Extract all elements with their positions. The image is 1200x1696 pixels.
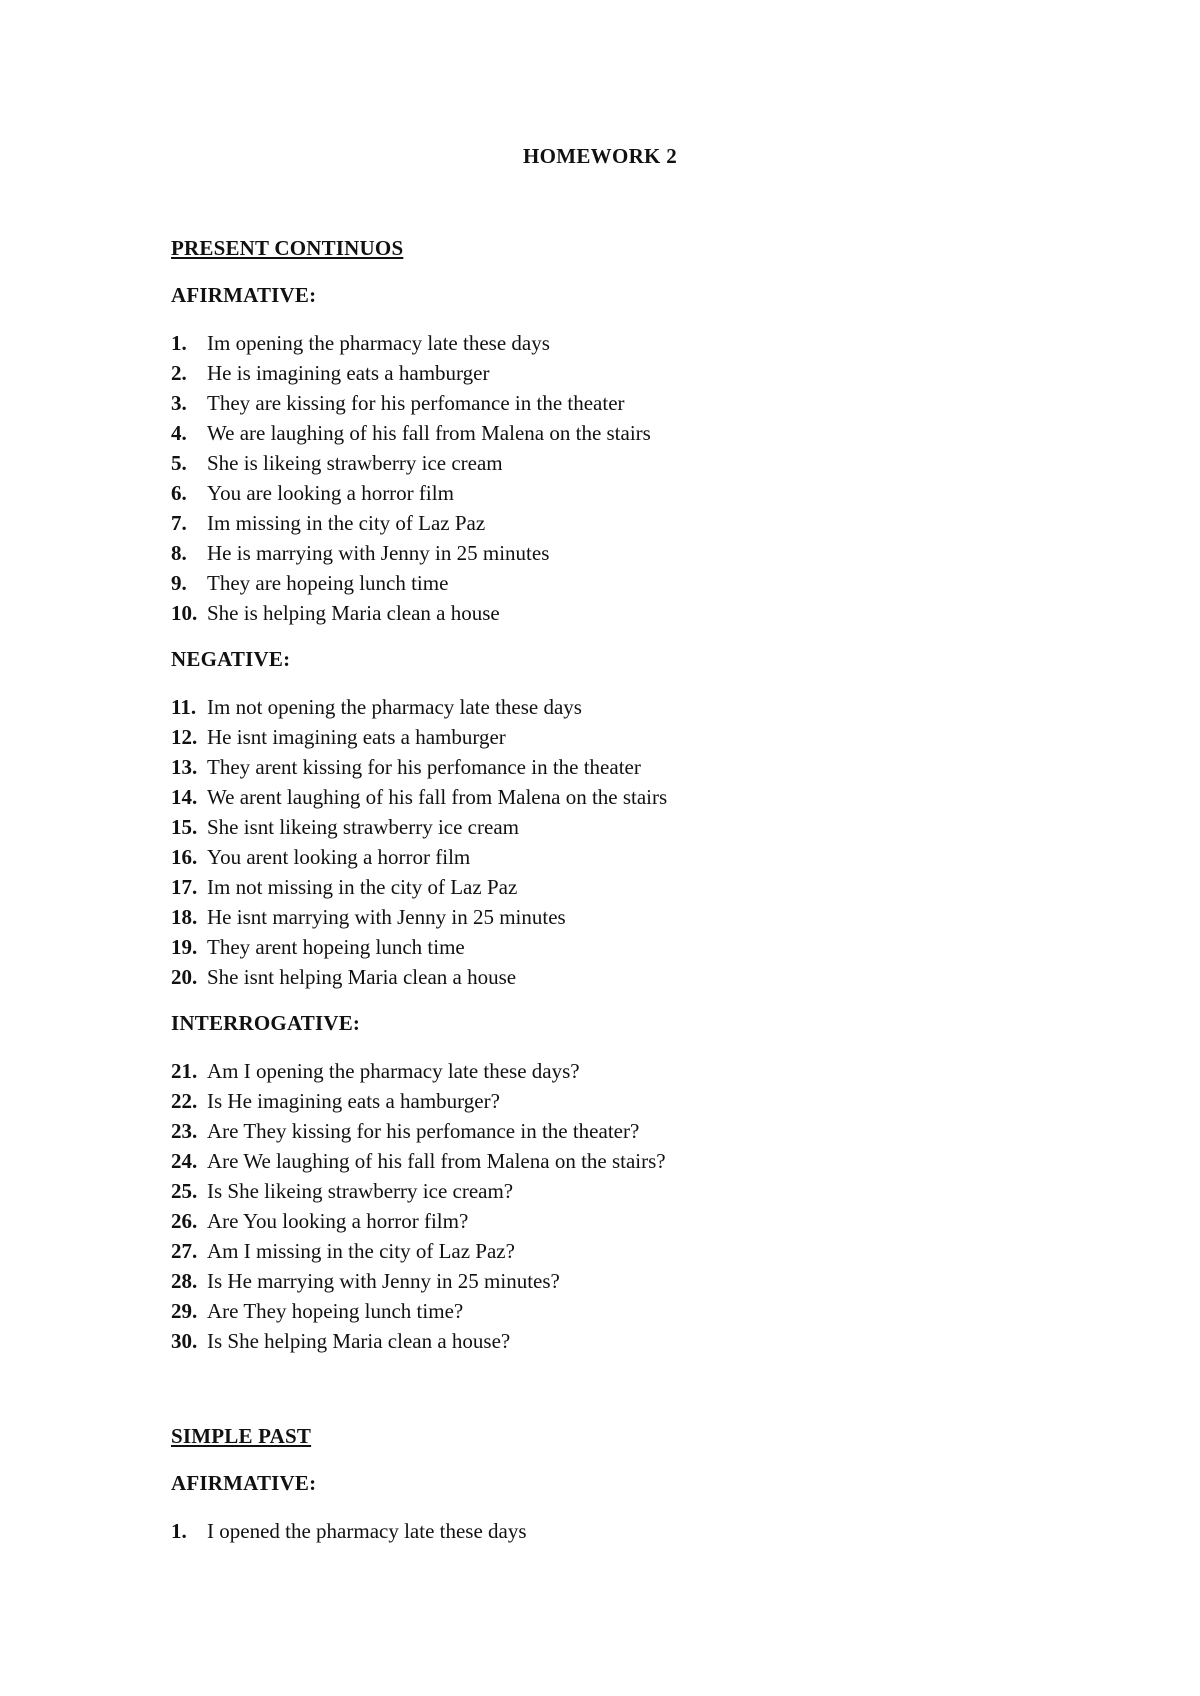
item-number: 5. bbox=[171, 451, 187, 475]
item-text: He isnt marrying with Jenny in 25 minutes bbox=[207, 905, 566, 929]
list-item bbox=[171, 752, 667, 782]
group-label-negative: NEGATIVE: bbox=[171, 647, 291, 671]
item-text: Am I opening the pharmacy late these days? bbox=[207, 1059, 580, 1083]
item-number: 30. bbox=[171, 1329, 198, 1353]
item-number: 26. bbox=[171, 1209, 198, 1233]
list-item bbox=[171, 782, 667, 812]
negative-list bbox=[171, 692, 667, 992]
group-label-affirmative: AFIRMATIVE: bbox=[171, 283, 317, 307]
item-text: Is She likeing strawberry ice cream? bbox=[207, 1179, 514, 1203]
item-text: He isnt imagining eats a hamburger bbox=[207, 725, 506, 749]
affirmative-list bbox=[171, 328, 651, 628]
item-number: 10. bbox=[171, 601, 198, 625]
item-number: 2. bbox=[171, 361, 187, 385]
list-item bbox=[171, 388, 651, 418]
item-text: Im opening the pharmacy late these days bbox=[207, 331, 550, 355]
list-item bbox=[171, 1516, 527, 1546]
list-item bbox=[171, 448, 651, 478]
item-number: 22. bbox=[171, 1089, 198, 1113]
item-text: Am I missing in the city of Laz Paz? bbox=[207, 1239, 515, 1263]
item-text: We arent laughing of his fall from Malena on the stairs bbox=[207, 785, 668, 809]
list-item bbox=[171, 842, 667, 872]
item-number: 14. bbox=[171, 785, 198, 809]
item-number: 19. bbox=[171, 935, 198, 959]
list-item bbox=[171, 902, 667, 932]
item-number: 6. bbox=[171, 481, 187, 505]
item-number: 1. bbox=[171, 331, 187, 355]
item-number: 18. bbox=[171, 905, 198, 929]
list-item bbox=[171, 812, 667, 842]
item-number: 23. bbox=[171, 1119, 198, 1143]
item-number: 12. bbox=[171, 725, 198, 749]
list-item bbox=[171, 1326, 666, 1356]
item-text: She isnt helping Maria clean a house bbox=[207, 965, 517, 989]
list-item bbox=[171, 1146, 666, 1176]
item-number: 28. bbox=[171, 1269, 198, 1293]
list-item bbox=[171, 872, 667, 902]
list-item bbox=[171, 692, 667, 722]
list-item bbox=[171, 1086, 666, 1116]
section-heading-simple-past: SIMPLE PAST bbox=[171, 1424, 312, 1448]
item-text: She is helping Maria clean a house bbox=[207, 601, 500, 625]
list-item bbox=[171, 932, 667, 962]
item-text: I opened the pharmacy late these days bbox=[207, 1519, 527, 1543]
document-title: HOMEWORK 2 bbox=[522, 144, 678, 168]
item-number: 29. bbox=[171, 1299, 198, 1323]
item-number: 11. bbox=[171, 695, 197, 719]
item-number: 8. bbox=[171, 541, 187, 565]
item-text: Are You looking a horror film? bbox=[207, 1209, 469, 1233]
item-number: 9. bbox=[171, 571, 187, 595]
list-item bbox=[171, 1116, 666, 1146]
item-number: 16. bbox=[171, 845, 198, 869]
list-item bbox=[171, 568, 651, 598]
list-item bbox=[171, 1206, 666, 1236]
section-heading-present-continuous: PRESENT CONTINUOS bbox=[171, 236, 404, 260]
item-number: 25. bbox=[171, 1179, 198, 1203]
item-text: Is She helping Maria clean a house? bbox=[207, 1329, 511, 1353]
list-item bbox=[171, 1056, 666, 1086]
item-text: They arent kissing for his perfomance in the theater bbox=[207, 755, 641, 779]
list-item bbox=[171, 1236, 666, 1266]
item-text: They are kissing for his perfomance in the theater bbox=[207, 391, 625, 415]
item-number: 4. bbox=[171, 421, 187, 445]
item-number: 20. bbox=[171, 965, 198, 989]
item-number: 3. bbox=[171, 391, 187, 415]
list-item bbox=[171, 478, 651, 508]
item-text: They arent hopeing lunch time bbox=[207, 935, 465, 959]
item-text: Are They kissing for his perfomance in the theater? bbox=[207, 1119, 640, 1143]
group-label-affirmative: AFIRMATIVE: bbox=[171, 1471, 317, 1495]
item-number: 7. bbox=[171, 511, 187, 535]
list-item bbox=[171, 1176, 666, 1206]
item-number: 13. bbox=[171, 755, 198, 779]
group-label-interrogative: INTERROGATIVE: bbox=[171, 1011, 361, 1035]
item-text: We are laughing of his fall from Malena on the stairs bbox=[207, 421, 651, 445]
list-item bbox=[171, 538, 651, 568]
item-text: You arent looking a horror film bbox=[207, 845, 471, 869]
item-number: 27. bbox=[171, 1239, 198, 1263]
item-text: They are hopeing lunch time bbox=[207, 571, 449, 595]
item-text: You are looking a horror film bbox=[207, 481, 454, 505]
list-item bbox=[171, 358, 651, 388]
item-text: Is He imagining eats a hamburger? bbox=[207, 1089, 500, 1113]
item-text: Are They hopeing lunch time? bbox=[207, 1299, 464, 1323]
item-text: He is imagining eats a hamburger bbox=[207, 361, 490, 385]
item-text: Are We laughing of his fall from Malena on the stairs? bbox=[207, 1149, 666, 1173]
list-item bbox=[171, 1296, 666, 1326]
item-number: 24. bbox=[171, 1149, 198, 1173]
list-item bbox=[171, 418, 651, 448]
list-item bbox=[171, 722, 667, 752]
item-text: She isnt likeing strawberry ice cream bbox=[207, 815, 519, 839]
item-text: Im missing in the city of Laz Paz bbox=[207, 511, 486, 535]
list-item bbox=[171, 1266, 666, 1296]
item-number: 21. bbox=[171, 1059, 198, 1083]
item-number: 17. bbox=[171, 875, 198, 899]
list-item bbox=[171, 508, 651, 538]
item-text: Im not missing in the city of Laz Paz bbox=[207, 875, 518, 899]
item-text: She is likeing strawberry ice cream bbox=[207, 451, 503, 475]
item-number: 15. bbox=[171, 815, 198, 839]
list-item bbox=[171, 598, 651, 628]
list-item bbox=[171, 962, 667, 992]
item-text: Is He marrying with Jenny in 25 minutes? bbox=[207, 1269, 560, 1293]
item-number: 1. bbox=[171, 1519, 187, 1543]
item-text: Im not opening the pharmacy late these days bbox=[207, 695, 582, 719]
item-text: He is marrying with Jenny in 25 minutes bbox=[207, 541, 550, 565]
affirmative-list bbox=[171, 1516, 527, 1546]
list-item bbox=[171, 328, 651, 358]
interrogative-list bbox=[171, 1056, 666, 1356]
